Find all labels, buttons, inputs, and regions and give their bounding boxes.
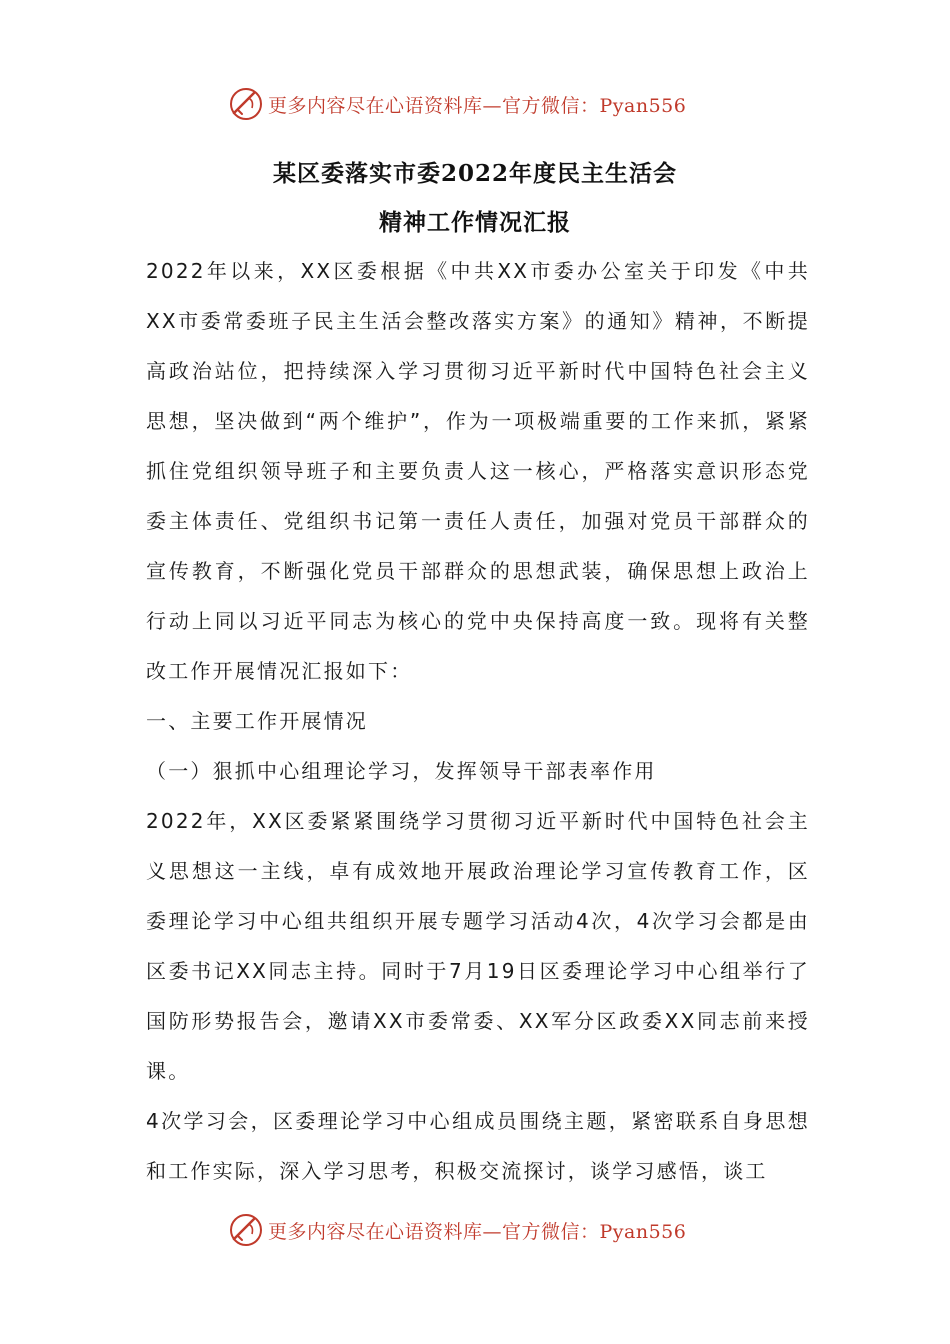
pen-circle-icon — [228, 86, 264, 122]
footer-banner — [228, 1210, 748, 1250]
pen-circle-icon — [228, 1212, 264, 1248]
paragraph-intro: 2022年以来，XX区委根据《中共XX市委办公室关于印发《中共XX市委常委班子民主生活会整改落实方案》的通知》精神，不断提高政治站位，把持续深入学习贯彻习近平新时代中国特色社会主义思想，坚决做到“两个维护”，作为一项极端重要的工作来抓，紧紧抓住党组织领导班子和主要负责人这一核心，严格落实意识形态党委主体责任、党组织书记第一责任人责任，加强对党员干部群众的宣传教育，不断强化党员干部群众的思想武装，确保思想上政治上行动上同以习近平同志为核心的党中央保持高度一致。现将有关整改工作开展情况汇报如下： — [146, 259, 810, 683]
banner-text: 更多内容尽在心语资料库—官方微信：Pyan556 — [268, 94, 687, 117]
document-title-line2: 精神工作情况汇报 — [379, 209, 571, 236]
header-banner — [228, 84, 748, 124]
document-title-line1: 某区委落实市委2022年度民主生活会 — [272, 160, 677, 187]
section-heading-1: 一、主要工作开展情况 — [146, 709, 368, 733]
paragraph-sessions: 4次学习会，区委理论学习中心组成员围绕主题，紧密联系自身思想和工作实际，深入学习思考，积极交流探讨，谈学习感悟，谈工 — [146, 1109, 810, 1183]
subsection-heading-1: （一）狠抓中心组理论学习，发挥领导干部表率作用 — [146, 759, 657, 783]
banner-text: 更多内容尽在心语资料库—官方微信：Pyan556 — [268, 1220, 687, 1243]
document-body — [146, 246, 810, 1196]
paragraph-study: 2022年，XX区委紧紧围绕学习贯彻习近平新时代中国特色社会主义思想这一主线，卓有成效地开展政治理论学习宣传教育工作，区委理论学习中心组共组织开展专题学习活动4次，4次学习会都是由区委书记XX同志主持。同时于7月19日区委理论学习中心组举行了国防形势报告会，邀请XX市委常委、XX军分区政委XX同志前来授课。 — [146, 809, 810, 1083]
